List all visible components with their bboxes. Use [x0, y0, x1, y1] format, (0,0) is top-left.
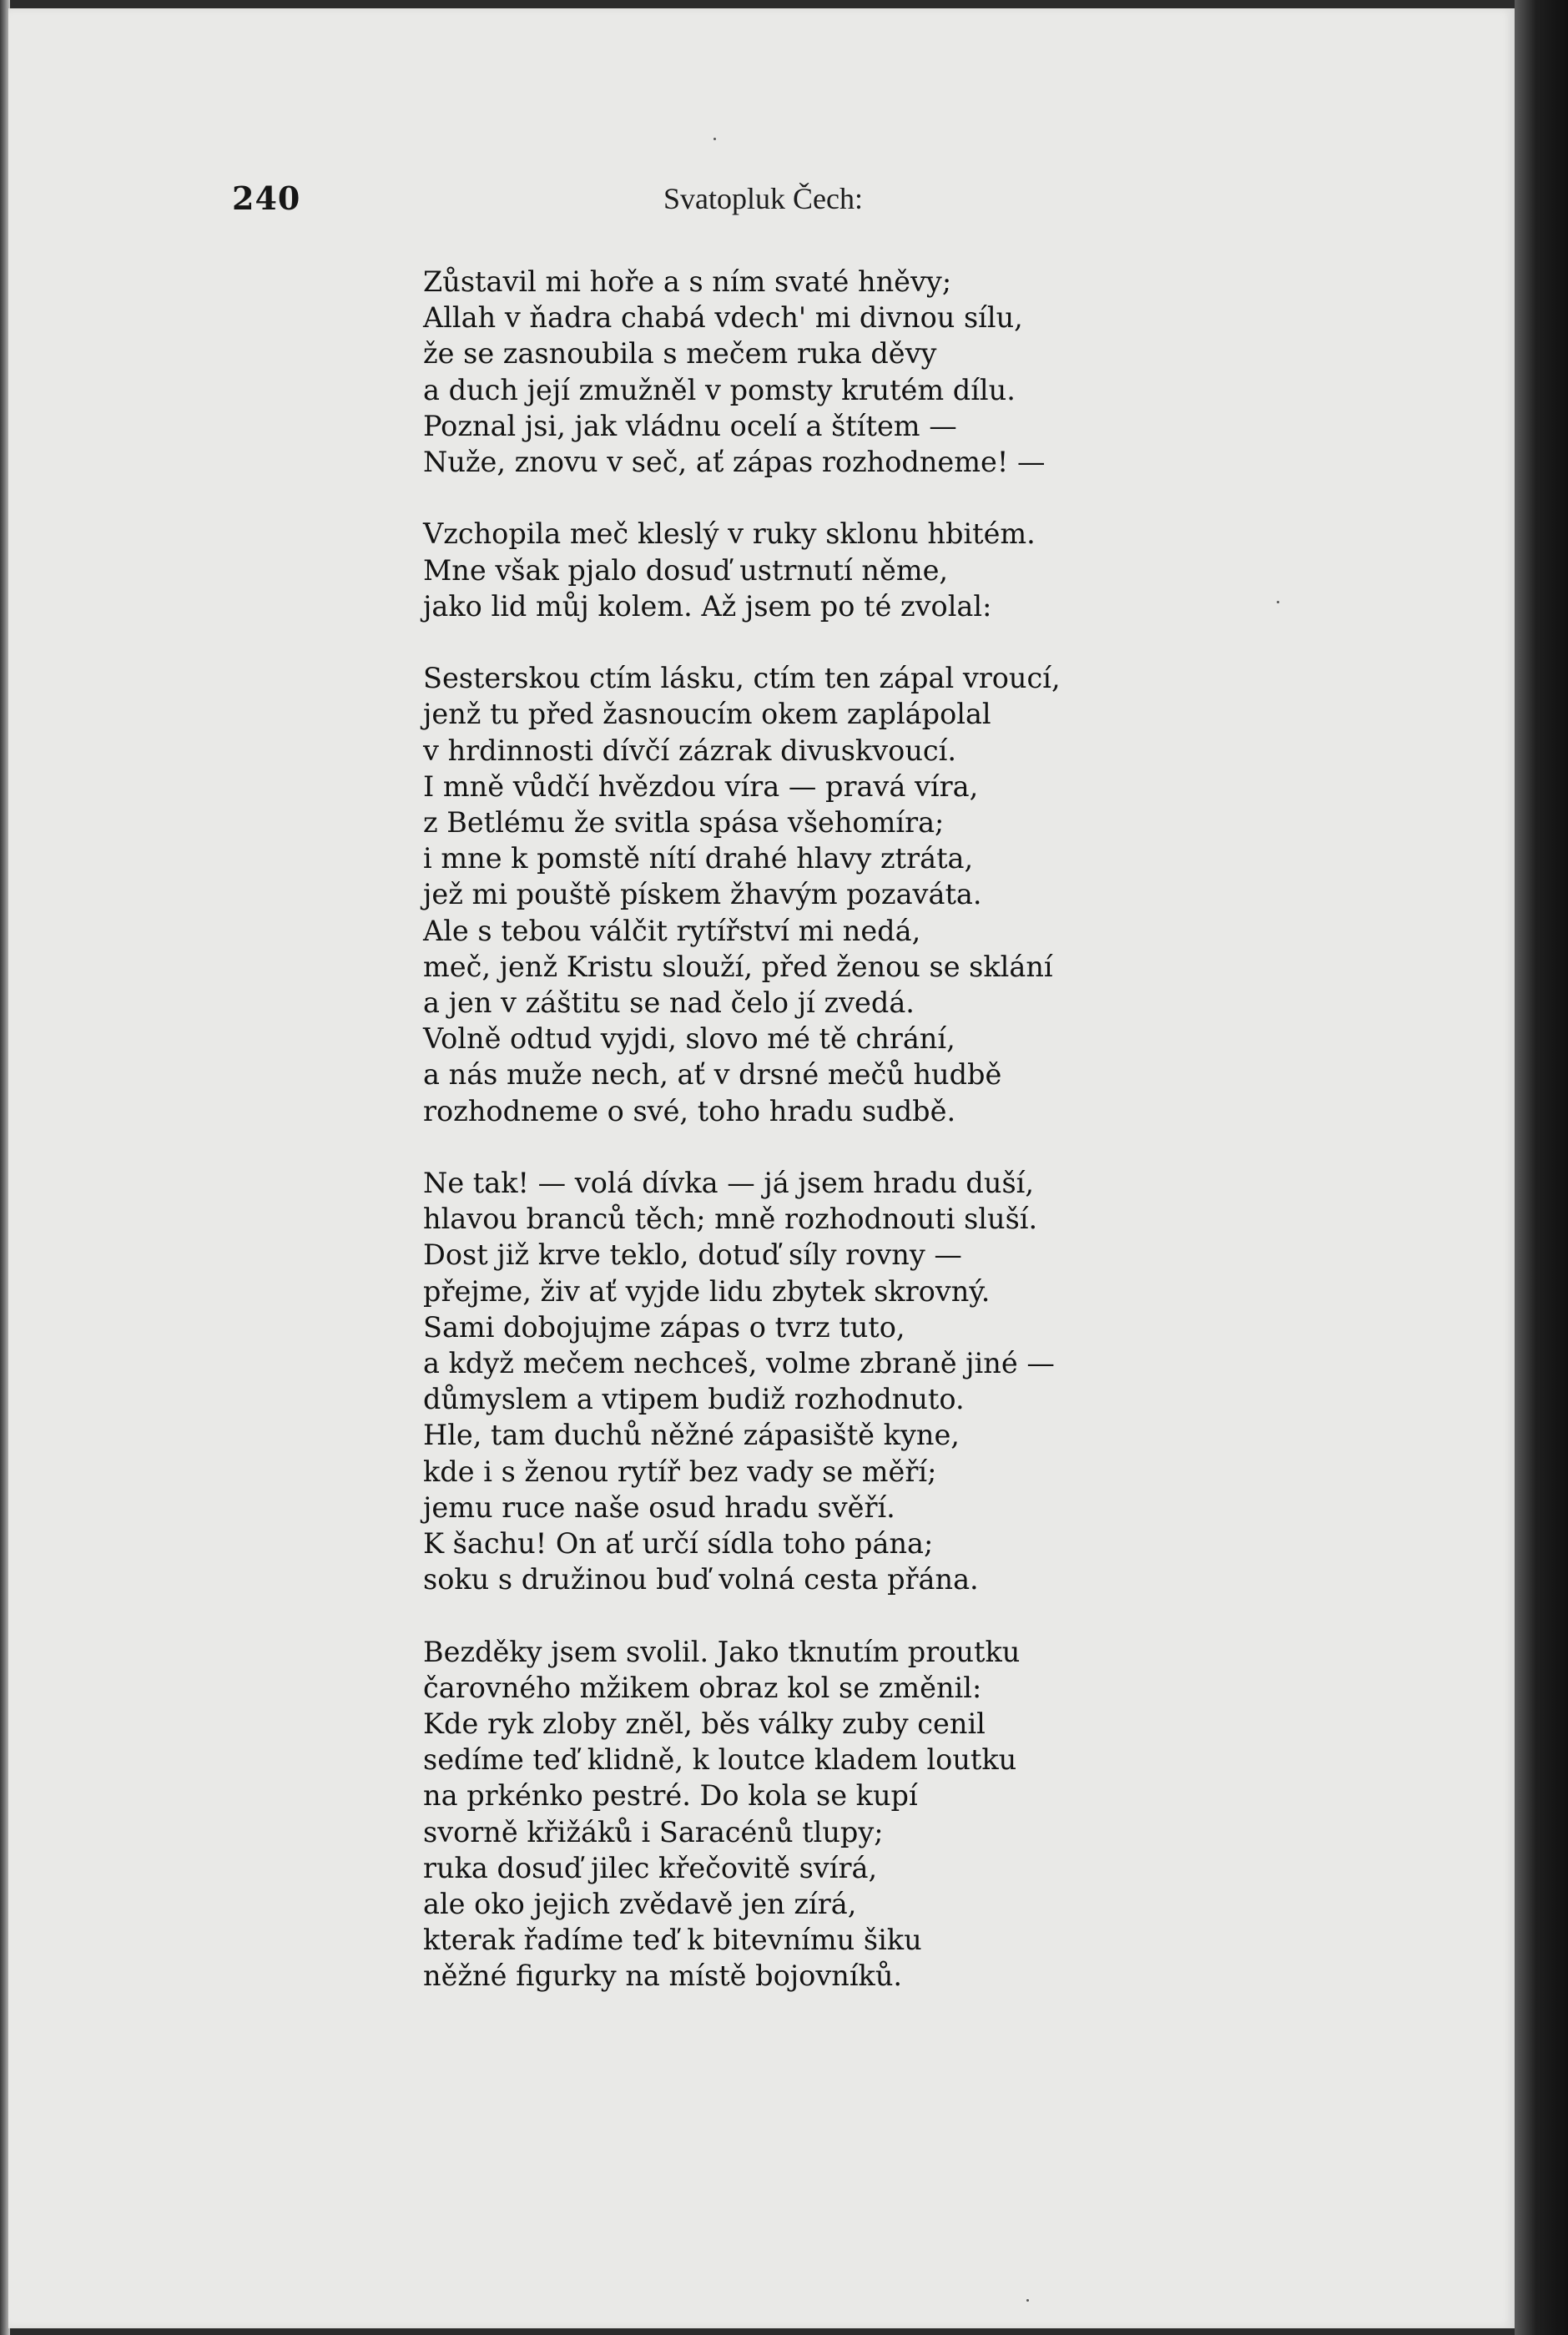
- print-speck: [1277, 601, 1279, 603]
- verse-line: K šachu! On ať určí sídla toho pána;: [423, 1527, 934, 1561]
- verse-line: ruka dosuď jilec křečovitě svírá,: [423, 1851, 878, 1884]
- verse-line: jemu ruce naše osud hradu svěří.: [423, 1490, 895, 1524]
- verse-line: soku s družinou buď volná cesta přána.: [423, 1563, 979, 1596]
- stanza: [423, 660, 1258, 1129]
- verse-line: jež mi pouště pískem žhavým pozaváta.: [423, 878, 982, 911]
- print-speck: [1026, 2299, 1029, 2302]
- verse-line: Volně odtud vyjdi, slovo mé tě chrání,: [423, 1022, 955, 1056]
- verse-line: v hrdinnosti dívčí zázrak divuskvoucí.: [423, 734, 957, 767]
- verse-line: Nuže, znovu v seč, ať zápas rozhodneme! —: [423, 446, 1046, 479]
- verse-line: i mne k pomstě nítí drahé hlavy ztráta,: [423, 842, 974, 875]
- page-number: 240: [232, 179, 301, 217]
- verse-line: Sami dobojujme zápas o tvrz tuto,: [423, 1310, 905, 1344]
- print-speck: [713, 138, 716, 140]
- stanza: [423, 264, 1258, 480]
- verse-line: Poznal jsi, jak vládnu ocelí a štítem —: [423, 409, 957, 442]
- stanza: [423, 516, 1258, 624]
- poem-text: [423, 264, 1258, 1995]
- verse-line: rozhodneme o své, toho hradu sudbě.: [423, 1094, 956, 1127]
- verse-line: a nás muže nech, ať v drsné mečů hudbě: [423, 1058, 1002, 1092]
- verse-line: Ale s tebou válčit rytířství mi nedá,: [423, 914, 921, 947]
- verse-line: kterak řadíme teď k bitevnímu šiku: [423, 1924, 922, 1957]
- verse-line: Zůstavil mi hoře a s ním svaté hněvy;: [423, 265, 952, 298]
- verse-line: kde i s ženou rytíř bez vady se měří;: [423, 1455, 937, 1488]
- book-page: [8, 8, 1515, 2328]
- verse-line: že se zasnoubila s mečem ruka děvy: [423, 337, 937, 371]
- verse-line: svorně křižáků i Saracénů tlupy;: [423, 1815, 884, 1848]
- verse-line: jako lid můj kolem. Až jsem po té zvolal:: [423, 589, 992, 623]
- page-header: [8, 179, 1515, 221]
- verse-line: ale oko jejich zvědavě jen zírá,: [423, 1888, 857, 1921]
- verse-line: Sesterskou ctím lásku, ctím ten zápal vroucí,: [423, 662, 1061, 695]
- verse-line: Ne tak! — volá dívka — já jsem hradu duší,: [423, 1167, 1034, 1200]
- running-head: Svatopluk Čech:: [663, 182, 863, 215]
- verse-line: čarovného mžikem obraz kol se změnil:: [423, 1671, 982, 1704]
- verse-line: z Betlému že svitla spása všehomíra;: [423, 806, 945, 840]
- verse-line: hlavou branců těch; mně rozhodnouti sluší.: [423, 1203, 1038, 1236]
- verse-line: sedíme teď klidně, k loutce kladem loutku: [423, 1743, 1017, 1777]
- verse-line: Bezděky jsem svolil. Jako tknutím proutku: [423, 1635, 1021, 1668]
- verse-line: Allah v ňadra chabá vdech' mi divnou sílu,: [423, 301, 1023, 335]
- verse-line: něžné figurky na místě bojovníků.: [423, 1959, 903, 1993]
- verse-line: Mne však pjalo dosuď ustrnutí něme,: [423, 553, 949, 587]
- verse-line: přejme, živ ať vyjde lidu zbytek skrovný.: [423, 1274, 991, 1308]
- verse-line: Vzchopila meč kleslý v ruky sklonu hbitém.: [423, 517, 1036, 551]
- stanza: [423, 1165, 1258, 1597]
- verse-line: a když mečem nechceš, volme zbraně jiné —: [423, 1347, 1055, 1380]
- verse-line: meč, jenž Kristu slouží, před ženou se sklání: [423, 950, 1053, 983]
- stanza: [423, 1634, 1258, 1995]
- verse-line: na prkénko pestré. Do kola se kupí: [423, 1779, 918, 1813]
- book-edge-right: [1515, 0, 1568, 2335]
- verse-line: a jen v záštitu se nad čelo jí zvedá.: [423, 986, 915, 1020]
- verse-line: I mně vůdčí hvězdou víra — pravá víra,: [423, 769, 979, 803]
- verse-line: Kde ryk zloby zněl, běs války zuby cenil: [423, 1707, 986, 1741]
- verse-line: a duch její zmužněl v pomsty krutém dílu.: [423, 373, 1016, 406]
- verse-line: Dost již krve teklo, dotuď síly rovny —: [423, 1238, 962, 1272]
- verse-line: důmyslem a vtipem budiž rozhodnuto.: [423, 1383, 965, 1416]
- verse-line: Hle, tam duchů něžné zápasiště kyne,: [423, 1419, 960, 1452]
- verse-line: jenž tu před žasnoucím okem zaplápolal: [423, 698, 991, 731]
